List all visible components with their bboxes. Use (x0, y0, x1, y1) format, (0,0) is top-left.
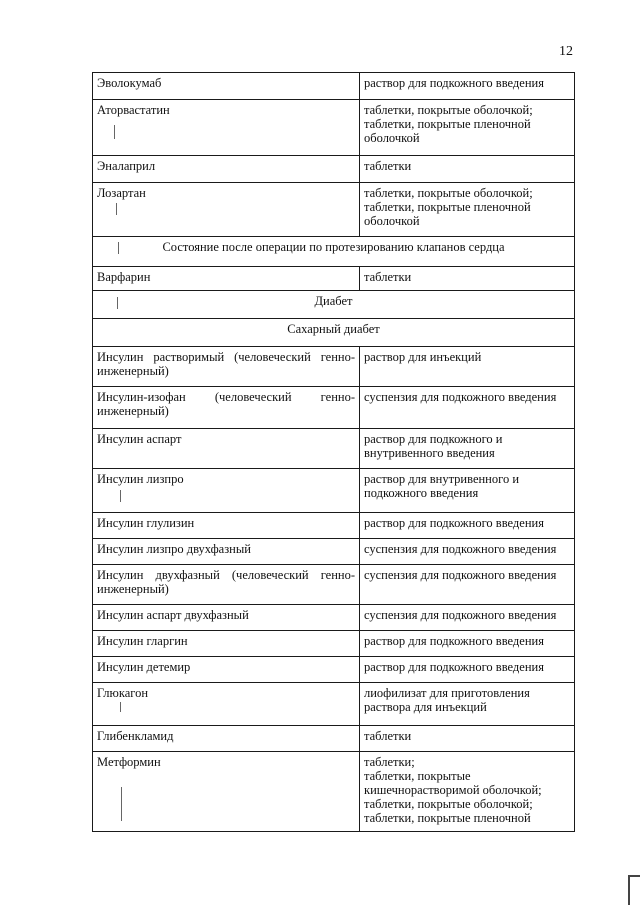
table-row (93, 539, 575, 565)
dosage-form-cell: раствор для инъекций (360, 347, 575, 387)
corner-mark (628, 875, 640, 905)
dosage-form-cell: суспензия для подкожного введения (360, 387, 575, 429)
drug-name-cell: Метформин (93, 752, 360, 832)
table-row (93, 752, 575, 832)
drug-name-cell: Инсулин аспарт (93, 429, 360, 469)
scan-artifact (120, 702, 121, 712)
table-row (93, 605, 575, 631)
drug-name-cell: Лозартан (93, 183, 360, 237)
page-number: 12 (559, 44, 573, 59)
section-heading: Диабет (93, 291, 575, 319)
dosage-form-cell: суспензия для подкожного введения (360, 605, 575, 631)
drug-name-cell: Аторвастатин (93, 100, 360, 156)
dosage-form-cell: суспензия для подкожного введения (360, 539, 575, 565)
table-row (93, 513, 575, 539)
scan-artifact (121, 787, 122, 821)
drug-name-cell: Инсулин аспарт двухфазный (93, 605, 360, 631)
table-row (93, 631, 575, 657)
table-row (93, 683, 575, 726)
table-row (93, 429, 575, 469)
table-row (93, 387, 575, 429)
section-heading: Состояние после операции по протезированию клапанов сердца (93, 237, 575, 267)
table-row (93, 183, 575, 237)
drug-name-line: Инсулин двухфазный (человеческий генно- (97, 568, 355, 582)
scan-artifact (116, 203, 117, 215)
dosage-form-cell: таблетки, покрытые оболочкой; таблетки, покрытые пленочной оболочкой (360, 100, 575, 156)
drug-name-line: инженерный) (97, 364, 169, 378)
table-row (93, 469, 575, 513)
drug-name-cell: Инсулин глулизин (93, 513, 360, 539)
section-row (93, 237, 575, 267)
section-heading: Сахарный диабет (93, 319, 575, 347)
drug-name-cell: Глюкагон (93, 683, 360, 726)
dosage-form-cell: раствор для подкожного введения (360, 657, 575, 683)
scan-artifact (118, 242, 119, 254)
drug-name-cell: Варфарин (93, 267, 360, 291)
drug-name-cell: Инсулин гларгин (93, 631, 360, 657)
dosage-form-cell: таблетки; таблетки, покрытые кишечнорастворимой оболочкой; таблетки, покрытые оболочкой; таблетки, покрытые пленочной (360, 752, 575, 832)
table-row (93, 565, 575, 605)
table-row (93, 156, 575, 183)
medication-table (92, 72, 575, 832)
section-row (93, 291, 575, 319)
scan-artifact (114, 125, 115, 139)
dosage-form-cell: раствор для подкожного и внутривенного введения (360, 429, 575, 469)
dosage-form-cell: раствор для подкожного введения (360, 73, 575, 100)
drug-name-cell: Глибенкламид (93, 726, 360, 752)
dosage-form-cell: таблетки (360, 267, 575, 291)
drug-name-cell: Эналаприл (93, 156, 360, 183)
scan-artifact (117, 297, 118, 309)
table-row (93, 347, 575, 387)
drug-name-cell (93, 347, 360, 387)
table-row (93, 267, 575, 291)
drug-name-cell (93, 387, 360, 429)
drug-name-cell: Инсулин лизпро двухфазный (93, 539, 360, 565)
scan-artifact (120, 490, 121, 502)
dosage-form-cell: раствор для подкожного введения (360, 631, 575, 657)
table-row (93, 73, 575, 100)
drug-name-cell (93, 565, 360, 605)
drug-name-cell: Эволокумаб (93, 73, 360, 100)
dosage-form-cell: таблетки (360, 156, 575, 183)
dosage-form-cell: раствор для внутривенного и подкожного введения (360, 469, 575, 513)
drug-name-cell: Инсулин детемир (93, 657, 360, 683)
table-row (93, 100, 575, 156)
dosage-form-cell: таблетки (360, 726, 575, 752)
dosage-form-cell: лиофилизат для приготовления раствора для инъекций (360, 683, 575, 726)
drug-name-line: Инсулин растворимый (человеческий генно- (97, 350, 355, 364)
drug-name-line: Инсулин-изофан (человеческий генно- (97, 390, 355, 404)
dosage-form-cell: таблетки, покрытые оболочкой; таблетки, покрытые пленочной оболочкой (360, 183, 575, 237)
table-row (93, 657, 575, 683)
section-row (93, 319, 575, 347)
drug-name-line: инженерный) (97, 582, 169, 596)
dosage-form-cell: раствор для подкожного введения (360, 513, 575, 539)
drug-name-cell: Инсулин лизпро (93, 469, 360, 513)
drug-name-line: инженерный) (97, 404, 169, 418)
table-row (93, 726, 575, 752)
dosage-form-cell: суспензия для подкожного введения (360, 565, 575, 605)
